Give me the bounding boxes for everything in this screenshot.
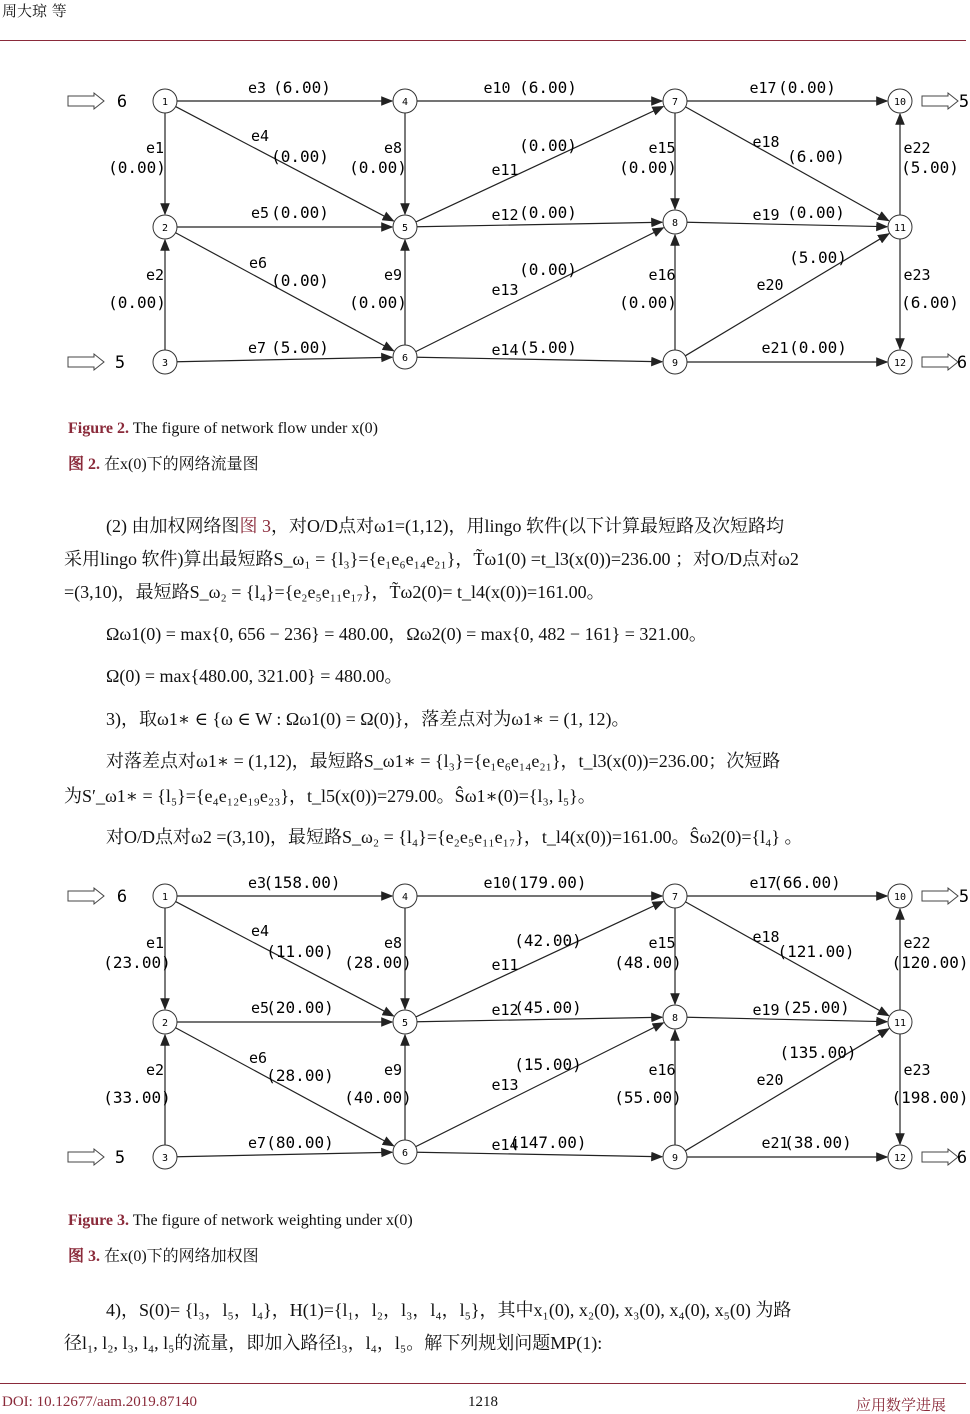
edge-label-e1: e1 [145, 934, 165, 952]
edge-label-e17: e17 [749, 874, 777, 892]
edge-label-e9: e9 [383, 1061, 403, 1079]
node-label-1: 1 [161, 892, 169, 903]
edge-value-e1: (23.00) [103, 953, 171, 972]
node-label-4: 4 [401, 97, 409, 108]
edge-label-e5: e5 [250, 999, 270, 1017]
edge-label-e13: e13 [491, 1076, 519, 1094]
node-label-9: 9 [671, 358, 679, 369]
edge-label-e21: e21 [761, 339, 789, 357]
figure-2-caption-en [68, 420, 378, 438]
edge-label-e22: e22 [903, 139, 931, 157]
edge-label-e17: e17 [749, 79, 777, 97]
edge-value-e10: (6.00) [519, 78, 577, 97]
edge-value-e1: (0.00) [108, 158, 166, 177]
node-label-8: 8 [671, 1013, 679, 1024]
inflows-node3: 5 [114, 1148, 126, 1168]
caption-text: The figure of network flow under x(0) [132, 420, 378, 437]
paragraph-line: 对O/D点对ω2 =(3,10)，最短路S_ω₂ = {l₄}={e₂e₅e₁₁e₁₇}，t_l4(x(0))=161.00。Ŝω2(0)={l₄} 。 [106, 827, 803, 847]
edge-value-e2: (33.00) [103, 1088, 171, 1107]
edge-value-e22: (5.00) [901, 158, 959, 177]
paragraph-line: 对落差点对ω1∗ = (1,12)，最短路S_ω1∗ = {l₃}={e₁e₆e₁₄e₂₁}，t_l3(x(0))=236.00；次短路 [106, 751, 781, 771]
flow-arrow-icon [922, 354, 958, 370]
edge-e19 [687, 222, 887, 226]
equation-line: Ω(0) = max{480.00, 321.00} = 480.00。 [106, 666, 403, 686]
edge-value-e15: (0.00) [619, 158, 677, 177]
paragraph-line: =(3,10)，最短路S_ω₂ = {l₄}={e₂e₅e₁₁e₁₇}，T̃ω2(0)= t_l4(x(0))=161.00。 [64, 582, 605, 602]
edge-label-e13: e13 [491, 281, 519, 299]
edge-value-e16: (0.00) [619, 293, 677, 312]
caption-text: 在x(0)下的网络流量图 [104, 456, 259, 473]
node-label-7: 7 [671, 892, 679, 903]
edge-label-e3: e3 [247, 874, 267, 892]
node-label-12: 12 [893, 358, 907, 369]
edge-e7 [177, 1152, 392, 1156]
equation-line: Ωω1(0) = max{0, 656 − 236} = 480.00，Ωω2(0) = max{0, 482 − 161} = 321.00。 [106, 624, 707, 644]
node-label-4: 4 [401, 892, 409, 903]
edge-value-e18: (6.00) [787, 147, 845, 166]
journal-name: 应用数学进展 [856, 1398, 947, 1414]
outflows-node10: 5 [958, 92, 970, 112]
edge-e14 [417, 357, 662, 362]
edge-label-e18: e18 [752, 133, 780, 151]
edge-label-e5: e5 [250, 204, 270, 222]
edge-value-e3: (6.00) [273, 78, 331, 97]
figure-3-caption-en [68, 1212, 413, 1230]
figure-2-network-flow [0, 0, 970, 400]
edge-value-e3: (158.00) [263, 873, 341, 892]
edge-value-e23: (198.00) [891, 1088, 969, 1107]
node-label-10: 10 [893, 97, 907, 108]
node-label-12: 12 [893, 1153, 907, 1164]
caption-label: Figure 2. [68, 420, 130, 437]
edge-label-e9: e9 [383, 266, 403, 284]
figure-3-caption-zh [68, 1243, 259, 1266]
edge-value-e12: (0.00) [519, 203, 577, 222]
edge-value-e14: (5.00) [519, 338, 577, 357]
edge-label-e14: e14 [491, 1136, 519, 1154]
edge-value-e8: (0.00) [349, 158, 407, 177]
edge-value-e19: (0.00) [787, 203, 845, 222]
edge-value-e21: (0.00) [789, 338, 847, 357]
flow-arrow-icon [68, 354, 104, 370]
edge-value-e18: (121.00) [777, 942, 855, 961]
figure-3-link[interactable]: 图 3 [239, 516, 271, 536]
node-label-3: 3 [161, 358, 169, 369]
edge-value-e13: (15.00) [514, 1055, 582, 1074]
node-label-11: 11 [893, 223, 907, 234]
figure-2-caption-zh [68, 451, 259, 474]
edge-value-e17: (0.00) [778, 78, 836, 97]
edge-value-e20: (5.00) [789, 248, 847, 267]
paragraph-line: 4)，S(0)= {l₃，l₅，l₄}，H(1)={l₁，l₂，l₃，l₄，l₅}，其中x₁(0), x₂(0), x₃(0), x₄(0), x₅(0) 为路 [106, 1300, 792, 1320]
node-label-9: 9 [671, 1153, 679, 1164]
edge-label-e1: e1 [145, 139, 165, 157]
edge-value-e11: (42.00) [514, 931, 582, 950]
text: (2) 由加权网络图 [106, 516, 240, 536]
caption-label: 图 2. [68, 456, 101, 473]
edge-value-e6: (0.00) [271, 271, 329, 290]
edge-label-e4: e4 [250, 127, 270, 145]
edge-value-e7: (5.00) [271, 338, 329, 357]
edge-value-e22: (120.00) [891, 953, 969, 972]
edge-value-e5: (0.00) [271, 203, 329, 222]
footer-rule [0, 1383, 966, 1384]
edge-e12 [417, 1017, 662, 1022]
inflows-node3: 5 [114, 353, 126, 373]
flow-arrow-icon [68, 93, 104, 109]
edge-e13 [416, 1023, 664, 1147]
node-label-5: 5 [401, 223, 409, 234]
edge-value-e23: (6.00) [901, 293, 959, 312]
edge-e13 [416, 228, 664, 352]
node-label-5: 5 [401, 1018, 409, 1029]
edge-label-e23: e23 [903, 1061, 931, 1079]
text: ，对O/D点对ω1=(1,12)，用lingo 软件(以下计算最短路及次短路均 [271, 516, 784, 536]
caption-text: The figure of network weighting under x(0) [132, 1212, 413, 1229]
edge-label-e7: e7 [247, 339, 267, 357]
node-label-2: 2 [161, 1018, 169, 1029]
edge-value-e14: (147.00) [509, 1133, 587, 1152]
paragraph-line: 采用lingo 软件)算出最短路S_ω₁ = {l₃}={e₁e₆e₁₄e₂₁}，T̃ω1(0) =t_l3(x(0))=236.00 ；对O/D点对ω2 [64, 549, 799, 569]
edge-label-e8: e8 [383, 139, 403, 157]
edge-value-e5: (20.00) [266, 998, 334, 1017]
inflows-node1: 6 [116, 887, 128, 907]
edge-value-e10: (179.00) [509, 873, 587, 892]
edge-label-e7: e7 [247, 1134, 267, 1152]
edge-value-e6: (28.00) [266, 1066, 334, 1085]
edge-e6 [176, 1028, 394, 1146]
edge-value-e9: (0.00) [349, 293, 407, 312]
edge-e7 [177, 357, 392, 361]
paragraph-line: 3)，取ω1∗ ∈ {ω ∈ W : Ωω1(0) = Ω(0)}，落差点对为ω1∗ = (1, 12)。 [106, 709, 630, 729]
edge-label-e6: e6 [248, 254, 268, 272]
edge-e14 [417, 1152, 662, 1157]
edge-label-e23: e23 [903, 266, 931, 284]
node-label-1: 1 [161, 97, 169, 108]
edge-e20 [685, 234, 889, 356]
flow-arrow-icon [922, 1149, 958, 1165]
figure-3-network-weighting [0, 795, 970, 1195]
edge-label-e2: e2 [145, 1061, 165, 1079]
edge-value-e2: (0.00) [108, 293, 166, 312]
node-label-3: 3 [161, 1153, 169, 1164]
edge-label-e21: e21 [761, 1134, 789, 1152]
edge-label-e8: e8 [383, 934, 403, 952]
edge-value-e13: (0.00) [519, 260, 577, 279]
edge-label-e12: e12 [491, 1001, 519, 1019]
edge-value-e19: (25.00) [782, 998, 850, 1017]
edge-value-e21: (38.00) [784, 1133, 852, 1152]
edge-label-e6: e6 [248, 1049, 268, 1067]
outflows-node10: 5 [958, 887, 970, 907]
outflows-node12: 6 [956, 353, 968, 373]
edge-value-e11: (0.00) [519, 136, 577, 155]
edge-label-e22: e22 [903, 934, 931, 952]
node-label-7: 7 [671, 97, 679, 108]
edge-label-e20: e20 [756, 1071, 784, 1089]
edge-value-e20: (135.00) [779, 1043, 857, 1062]
caption-label: Figure 3. [68, 1212, 130, 1229]
running-header: 周大琼 等 [2, 2, 67, 20]
paragraph-line: 为S′_ω1∗ = {l₅}={e₄e₁₂e₁₉e₂₃}，t_l5(x(0))=279.00。Ŝω1∗(0)={l₃, l₅}。 [64, 786, 596, 806]
edge-value-e4: (0.00) [271, 147, 329, 166]
edge-label-e11: e11 [491, 161, 519, 179]
paragraph-line [106, 512, 784, 538]
edge-label-e2: e2 [145, 266, 165, 284]
caption-label: 图 3. [68, 1248, 101, 1265]
caption-text: 在x(0)下的网络加权图 [104, 1248, 259, 1265]
edge-e19 [687, 1017, 887, 1021]
edge-e6 [176, 233, 394, 351]
edge-label-e4: e4 [250, 922, 270, 940]
flow-arrow-icon [922, 93, 958, 109]
edge-label-e10: e10 [483, 79, 511, 97]
page-number: 1218 [468, 1394, 498, 1410]
edge-label-e18: e18 [752, 928, 780, 946]
edge-value-e7: (80.00) [266, 1133, 334, 1152]
node-label-2: 2 [161, 223, 169, 234]
edge-label-e10: e10 [483, 874, 511, 892]
edge-value-e9: (40.00) [344, 1088, 412, 1107]
edge-value-e12: (45.00) [514, 998, 582, 1017]
flow-arrow-icon [922, 888, 958, 904]
paragraph-line: 径l₁, l₂, l₃, l₄, l₅的流量，即加入路径l₃，l₄，l₅。解下列规划问题MP(1): [64, 1333, 603, 1353]
edge-value-e4: (11.00) [266, 942, 334, 961]
flow-arrow-icon [68, 1149, 104, 1165]
node-label-10: 10 [893, 892, 907, 903]
node-label-6: 6 [401, 1148, 409, 1159]
node-label-8: 8 [671, 218, 679, 229]
edge-value-e15: (48.00) [614, 953, 682, 972]
flow-arrow-icon [68, 888, 104, 904]
edge-label-e3: e3 [247, 79, 267, 97]
edge-value-e16: (55.00) [614, 1088, 682, 1107]
edge-label-e11: e11 [491, 956, 519, 974]
edge-value-e8: (28.00) [344, 953, 412, 972]
edge-e12 [417, 222, 662, 227]
edge-label-e16: e16 [648, 1061, 676, 1079]
doi-link[interactable]: DOI: 10.12677/aam.2019.87140 [2, 1394, 197, 1410]
edge-label-e15: e15 [648, 934, 676, 952]
edge-label-e14: e14 [491, 341, 519, 359]
edge-label-e15: e15 [648, 139, 676, 157]
inflows-node1: 6 [116, 92, 128, 112]
outflows-node12: 6 [956, 1148, 968, 1168]
edge-label-e12: e12 [491, 206, 519, 224]
node-label-6: 6 [401, 353, 409, 364]
node-label-11: 11 [893, 1018, 907, 1029]
edge-label-e19: e19 [752, 1001, 780, 1019]
edge-label-e16: e16 [648, 266, 676, 284]
edge-label-e20: e20 [756, 276, 784, 294]
edge-label-e19: e19 [752, 206, 780, 224]
edge-value-e17: (66.00) [773, 873, 841, 892]
